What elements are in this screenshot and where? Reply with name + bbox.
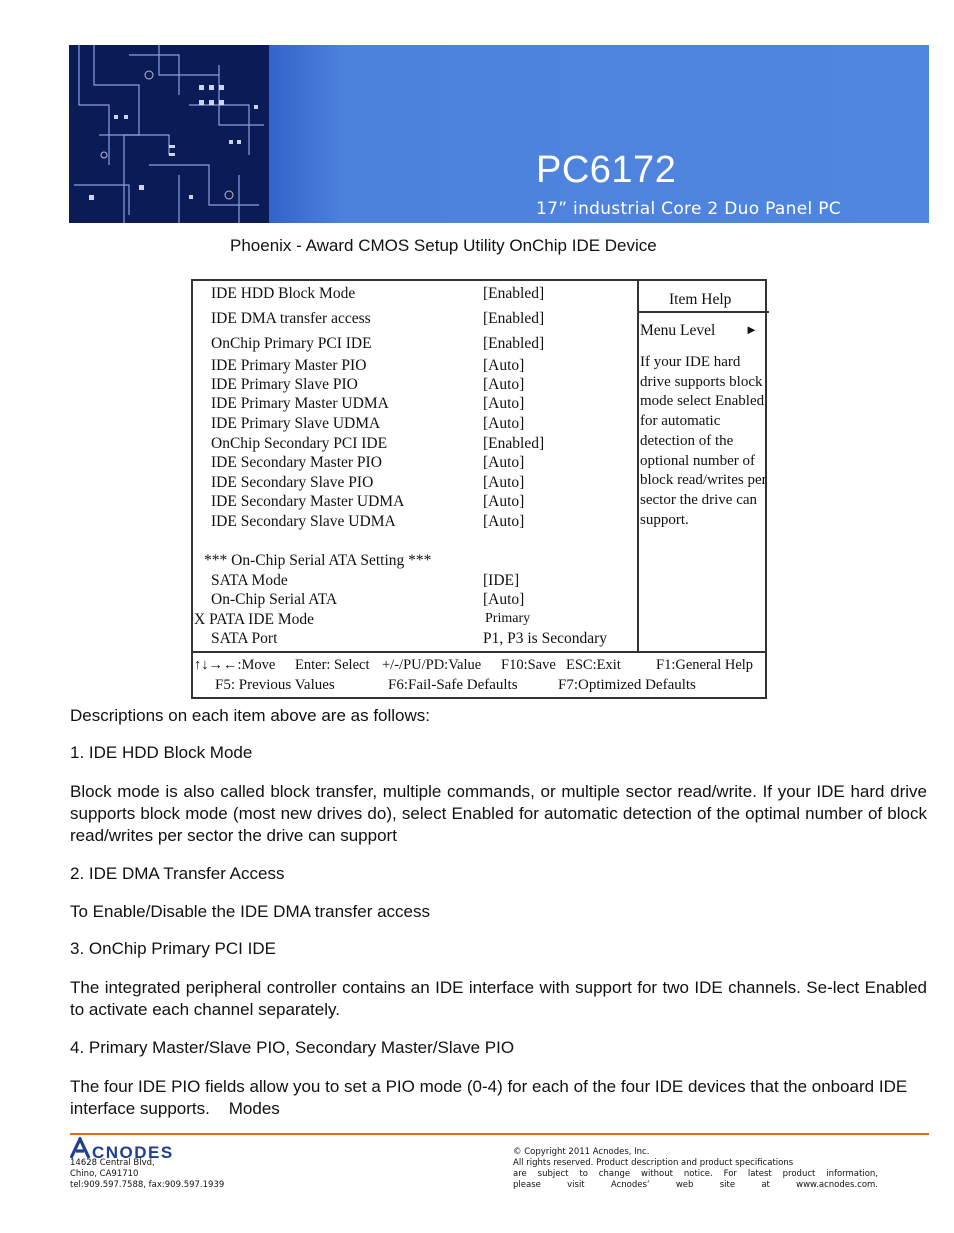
bios-setting-row	[193, 435, 637, 455]
copyright-line: please visit Acnodes’ web site at www.acnodes.com.	[513, 1180, 878, 1190]
paragraph: The four IDE PIO fields allow you to set a PIO mode (0-4) for each of the four IDE devices that the onboard IDE interface supports. Modes	[70, 1077, 912, 1118]
document-subtitle: 17” industrial Core 2 Duo Panel PC	[536, 199, 841, 219]
paragraph: The integrated peripheral controller contains an IDE interface with support for two IDE channels. Se-lect Enabled to activate each channel separately.	[70, 978, 927, 1019]
intro-text: Descriptions on each item above are as follows:	[70, 706, 431, 725]
bios-setting-row	[193, 630, 637, 650]
section-heading: 2. IDE DMA Transfer Access	[70, 864, 285, 883]
setting-label: IDE Secondary Slave PIO	[211, 474, 374, 491]
bios-setting-row	[193, 285, 637, 305]
svg-text:CNODES: CNODES	[92, 1143, 174, 1161]
bios-setting-row	[193, 454, 637, 474]
setting-label: IDE Primary Master UDMA	[211, 395, 389, 412]
copyright-line: All rights reserved. Product description and product specifications	[513, 1158, 794, 1168]
setting-label: IDE Secondary Master PIO	[211, 454, 382, 471]
bios-setting-row	[193, 376, 637, 396]
bios-divider	[637, 311, 769, 313]
key-hint: +/-/PU/PD:Value	[382, 657, 482, 673]
setting-label: OnChip Secondary PCI IDE	[211, 435, 388, 452]
setting-value: [Auto]	[483, 395, 525, 412]
setting-value: P1, P3 is Secondary	[483, 630, 607, 647]
company-address	[70, 1158, 224, 1191]
setting-value: [Auto]	[483, 357, 525, 374]
setting-label: SATA Port	[211, 630, 278, 647]
circuit-board-image	[69, 45, 269, 223]
item-help-text: If your IDE hard drive supports block mode select Enabled for automatic detection of the optional number of block read/writes per sector the drive can support.	[640, 354, 767, 528]
bios-section-heading-row	[193, 552, 637, 572]
setting-value: [Auto]	[483, 474, 525, 491]
key-hint: F6:Fail-Safe Defaults	[388, 677, 518, 693]
setting-label: IDE HDD Block Mode	[211, 285, 356, 302]
setting-value: [IDE]	[483, 572, 520, 589]
address-line: tel:909.597.7588, fax:909.597.1939	[70, 1180, 225, 1190]
setting-value: [Auto]	[483, 493, 525, 510]
setting-value: [Auto]	[483, 376, 525, 393]
section-heading: 1. IDE HDD Block Mode	[70, 743, 253, 762]
bios-setting-row	[193, 611, 637, 631]
setting-value: [Auto]	[483, 513, 525, 530]
bios-setting-row	[193, 572, 637, 592]
bios-divider	[637, 281, 639, 651]
item-help-title: Item Help	[669, 291, 732, 308]
paragraph: To Enable/Disable the IDE DMA transfer access	[70, 902, 430, 921]
bios-screen-figure	[191, 279, 767, 699]
setting-label: X PATA IDE Mode	[194, 611, 315, 628]
key-hint: F7:Optimized Defaults	[558, 677, 696, 693]
footer-rule	[70, 1133, 929, 1135]
bios-setting-row	[193, 357, 637, 377]
section-heading: 4. Primary Master/Slave PIO, Secondary Master/Slave PIO	[70, 1038, 515, 1057]
setting-label: IDE Primary Slave PIO	[211, 376, 358, 393]
setting-value: [Auto]	[483, 591, 525, 608]
setting-value: Primary	[485, 611, 531, 626]
key-hint: F5: Previous Values	[215, 677, 335, 693]
key-hint: ↑↓→←:Move	[194, 657, 276, 673]
menu-level-arrow-icon: ►	[745, 322, 758, 337]
section-heading: *** On-Chip Serial ATA Setting ***	[204, 552, 432, 569]
setting-value: [Enabled]	[483, 335, 545, 352]
setting-value: [Enabled]	[483, 435, 545, 452]
bios-setting-row	[193, 513, 637, 533]
copyright-line: © Copyright 2011 Acnodes, Inc.	[513, 1147, 650, 1157]
setting-label: On-Chip Serial ATA	[211, 591, 338, 608]
address-line: Chino, CA91710	[70, 1169, 139, 1179]
bios-setting-row	[193, 493, 637, 513]
header-banner	[69, 45, 929, 223]
setting-label: IDE Primary Master PIO	[211, 357, 367, 374]
address-line: 14628 Central Blvd,	[70, 1158, 155, 1168]
setting-value: [Enabled]	[483, 310, 545, 327]
setting-label: OnChip Primary PCI IDE	[211, 335, 372, 352]
bios-setting-row	[193, 591, 637, 611]
key-hint: F1:General Help	[656, 657, 754, 673]
bios-setting-row	[193, 395, 637, 415]
setting-label: IDE Secondary Master UDMA	[211, 493, 405, 510]
menu-level-label: Menu Level	[640, 322, 716, 339]
setting-label: IDE Primary Slave UDMA	[211, 415, 381, 432]
copyright-notice	[513, 1147, 878, 1191]
key-hint: ESC:Exit	[566, 657, 621, 673]
bios-setting-row	[193, 474, 637, 494]
bios-divider	[193, 651, 765, 653]
bios-setting-row	[193, 335, 637, 355]
figure-caption: Phoenix - Award CMOS Setup Utility OnChip IDE Device	[230, 236, 657, 255]
copyright-line: are subject to change without notice. For latest product information,	[513, 1169, 878, 1179]
setting-label: IDE Secondary Slave UDMA	[211, 513, 396, 530]
document-title: PC6172	[536, 149, 677, 191]
section-heading: 3. OnChip Primary PCI IDE	[70, 939, 276, 958]
key-hint: F10:Save	[501, 657, 556, 673]
bios-setting-row	[193, 415, 637, 435]
setting-value: [Enabled]	[483, 285, 545, 302]
paragraph: Block mode is also called block transfer, multiple commands, or multiple sector read/write. If your IDE hard drive supports block mode (most new drives do), select Enabled for automatic detection of the optimal number of block read/writes per sector the drive can support	[70, 782, 927, 845]
setting-label: SATA Mode	[211, 572, 288, 589]
key-hint: Enter: Select	[295, 657, 370, 673]
bios-setting-row	[193, 310, 637, 330]
setting-label: IDE DMA transfer access	[211, 310, 371, 327]
setting-value: [Auto]	[483, 454, 525, 471]
setting-value: [Auto]	[483, 415, 525, 432]
